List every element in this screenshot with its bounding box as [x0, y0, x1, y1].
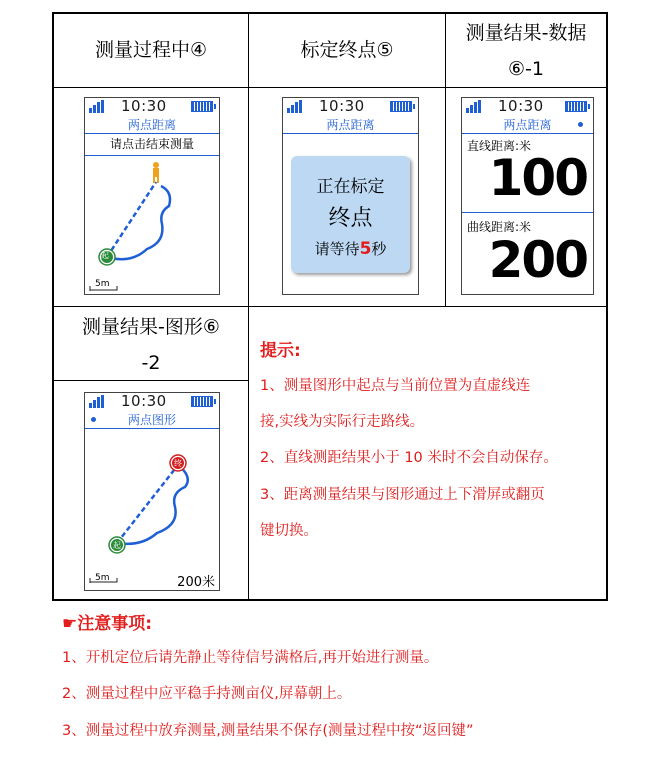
clock: 10:30 [121, 392, 167, 410]
device-screen-measuring [84, 97, 220, 295]
tip-line-3: 2、直线测距结果小于 10 米时不会自动保存。 [260, 450, 558, 466]
page-indicator-dot [91, 417, 96, 422]
battery-icon [565, 101, 587, 112]
screen-title: 两点距离 [462, 117, 593, 134]
divider [54, 380, 248, 381]
device-screen-result-data [461, 97, 594, 295]
instructions-table [52, 12, 608, 601]
calibration-line1: 正在标定 [316, 177, 385, 197]
device-screen-calibrating [282, 97, 419, 295]
divider [54, 87, 606, 88]
track-graph [85, 429, 219, 589]
status-bar [85, 98, 219, 116]
track-graph [85, 154, 219, 294]
page-indicator-dot [578, 122, 583, 127]
battery-icon [191, 101, 213, 112]
clock: 10:30 [498, 97, 544, 115]
clock: 10:30 [121, 97, 167, 115]
screen-title: 两点距离 [283, 117, 418, 134]
clock: 10:30 [319, 97, 365, 115]
end-badge-text: 终 [174, 459, 182, 468]
start-badge-text: 起 [113, 541, 121, 550]
header-result-graph-1: 测量结果-图形⑥ [82, 316, 220, 338]
straight-distance-value: 100 [488, 149, 587, 207]
calibration-line2: 终点 [328, 206, 373, 231]
tip-line-1: 1、测量图形中起点与当前位置为直虚线连 [260, 378, 531, 394]
header-calibrate-end: 标定终点⑤ [300, 39, 394, 61]
device-screen-result-graph [84, 392, 220, 591]
prompt-text: 请点击结束测量 [85, 135, 219, 156]
header-result-graph-2: -2 [141, 352, 161, 374]
note-line-2: 2、测量过程中应平稳手持测亩仪,屏幕朝上。 [62, 686, 352, 702]
header-measuring: 测量过程中④ [94, 39, 208, 61]
start-badge-text: 起 [101, 251, 109, 260]
walker-icon [153, 162, 159, 183]
curve-distance-label: 曲线距离:米 [467, 220, 532, 234]
header-result-data-1: 测量结果-数据 [465, 22, 587, 44]
divider [54, 306, 606, 307]
tip-line-5: 键切换。 [260, 523, 318, 539]
battery-icon [390, 101, 412, 112]
straight-distance-label: 直线距离:米 [467, 139, 532, 153]
divider [248, 306, 249, 601]
divider [462, 212, 593, 213]
screen-title: 两点图形 [85, 412, 219, 429]
scale-label: 5m [95, 573, 110, 583]
status-bar [283, 98, 418, 116]
header-result-data-2: ⑥-1 [508, 58, 544, 80]
battery-icon [191, 396, 213, 407]
tip-line-2: 接,实线为实际行走路线。 [260, 414, 425, 430]
status-bar [462, 98, 593, 116]
signal-icon [287, 100, 305, 113]
signal-icon [89, 100, 107, 113]
calibration-dialog [291, 156, 410, 273]
total-distance-label: 200米 [177, 575, 215, 590]
tips-title: 提示: [260, 341, 301, 361]
signal-icon [89, 395, 107, 408]
curve-distance-value: 200 [488, 231, 587, 289]
scale-label: 5m [95, 279, 110, 289]
status-bar [85, 393, 219, 411]
note-line-1: 1、开机定位后请先静止等待信号满格后,再开始进行测量。 [62, 650, 439, 666]
calibration-line3: 请等待5秒 [314, 239, 387, 259]
notes-title: ☛注意事项: [62, 614, 153, 634]
screen-title: 两点距离 [85, 117, 219, 134]
tip-line-4: 3、距离测量结果与图形通过上下滑屏或翻页 [260, 487, 545, 503]
note-line-3: 3、测量过程中放弃测量,测量结果不保存(测量过程中按“返回键” [62, 723, 474, 739]
signal-icon [466, 100, 484, 113]
